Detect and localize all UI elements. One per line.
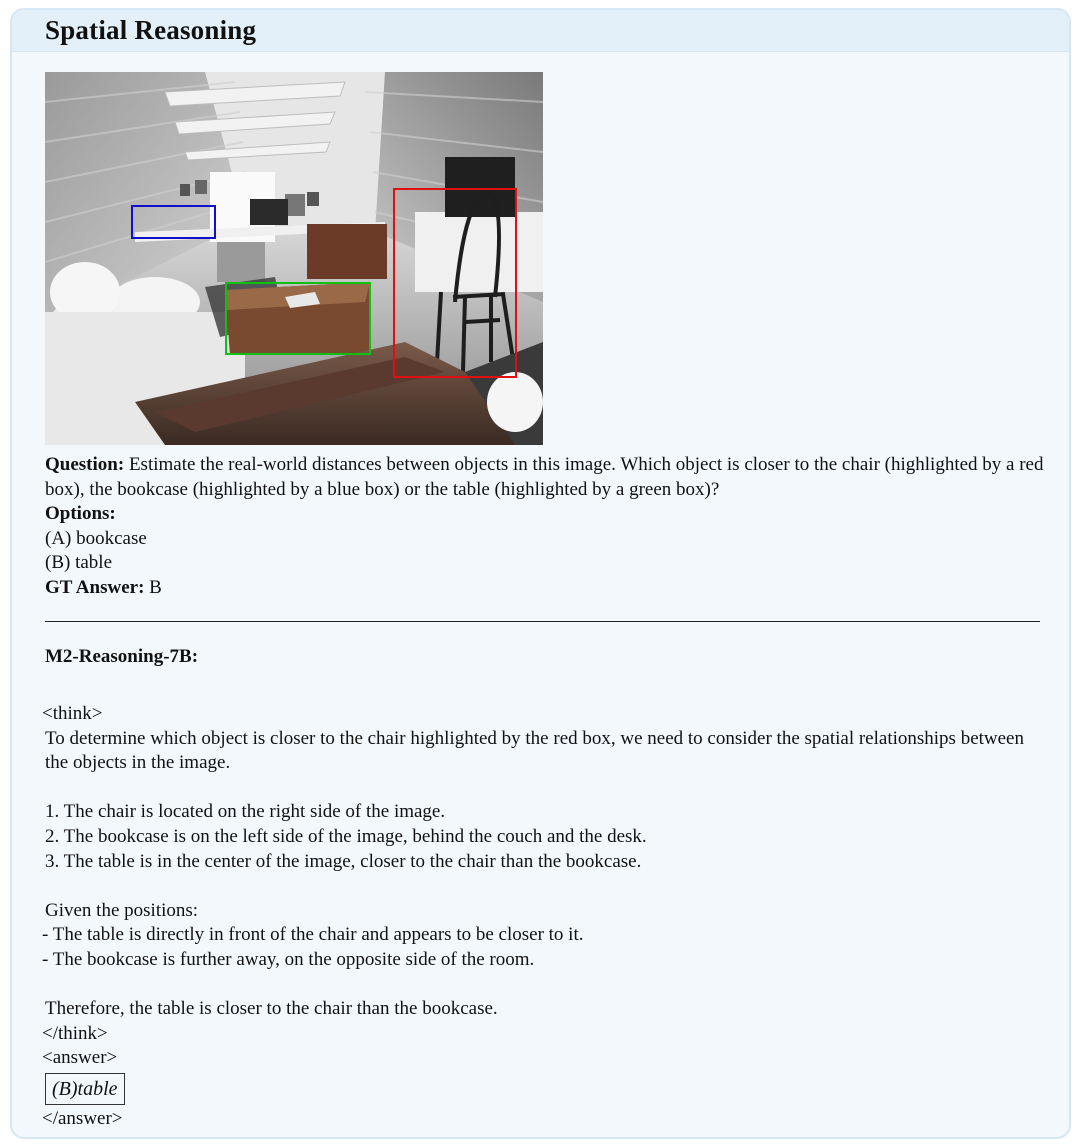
options-label: Options: bbox=[45, 503, 116, 525]
gt-label: GT Answer: bbox=[45, 576, 145, 598]
model-response bbox=[42, 702, 1045, 1132]
boxed-answer: (B)table bbox=[45, 1073, 125, 1105]
gt-value: B bbox=[149, 576, 162, 598]
card-header bbox=[12, 10, 1069, 52]
reasoning-point: 2. The bookcase is on the left side of the image, behind the couch and the desk. bbox=[45, 825, 647, 847]
option-b: (B) table bbox=[45, 552, 113, 574]
question-text bbox=[45, 453, 1045, 502]
reasoning-point: 1. The chair is located on the right side of the image. bbox=[45, 801, 446, 823]
answer-open-tag: <answer> bbox=[42, 1047, 118, 1069]
section-divider bbox=[45, 621, 1040, 622]
card-title: Spatial Reasoning bbox=[45, 15, 257, 45]
green-bounding-box bbox=[225, 282, 371, 355]
given-line: Given the positions: bbox=[45, 899, 199, 921]
red-bounding-box bbox=[393, 188, 517, 378]
blue-bounding-box bbox=[131, 205, 216, 239]
answer-close-tag: </answer> bbox=[42, 1107, 123, 1129]
question-body: Estimate the real-world distances between objects in this image. Which object is closer to the chair (highlighted by a red box), the bookcase (highlighted by a blue box) or the table (highlighted by a green box)? bbox=[45, 454, 1044, 500]
gt-answer bbox=[45, 576, 1045, 601]
response-intro: To determine which object is closer to the chair highlighted by the red box, we need to consider the spatial relationships between the objects in the image. bbox=[45, 727, 1024, 774]
bullet-line: - The table is directly in front of the chair and appears to be closer to it. bbox=[42, 924, 584, 946]
think-open-tag: <think> bbox=[42, 703, 103, 724]
option-a: (A) bookcase bbox=[45, 527, 147, 549]
model-name: M2-Reasoning-7B: bbox=[45, 646, 199, 667]
question-block bbox=[45, 453, 1045, 601]
conclusion-line: Therefore, the table is closer to the chair than the bookcase. bbox=[45, 998, 498, 1020]
scene-image bbox=[45, 72, 543, 445]
think-close-tag: </think> bbox=[42, 1022, 108, 1044]
bullet-line: - The bookcase is further away, on the opposite side of the room. bbox=[42, 948, 535, 970]
question-label: Question: bbox=[45, 454, 125, 475]
spatial-reasoning-card bbox=[10, 8, 1071, 1139]
reasoning-point: 3. The table is in the center of the image, closer to the chair than the bookcase. bbox=[45, 850, 642, 872]
